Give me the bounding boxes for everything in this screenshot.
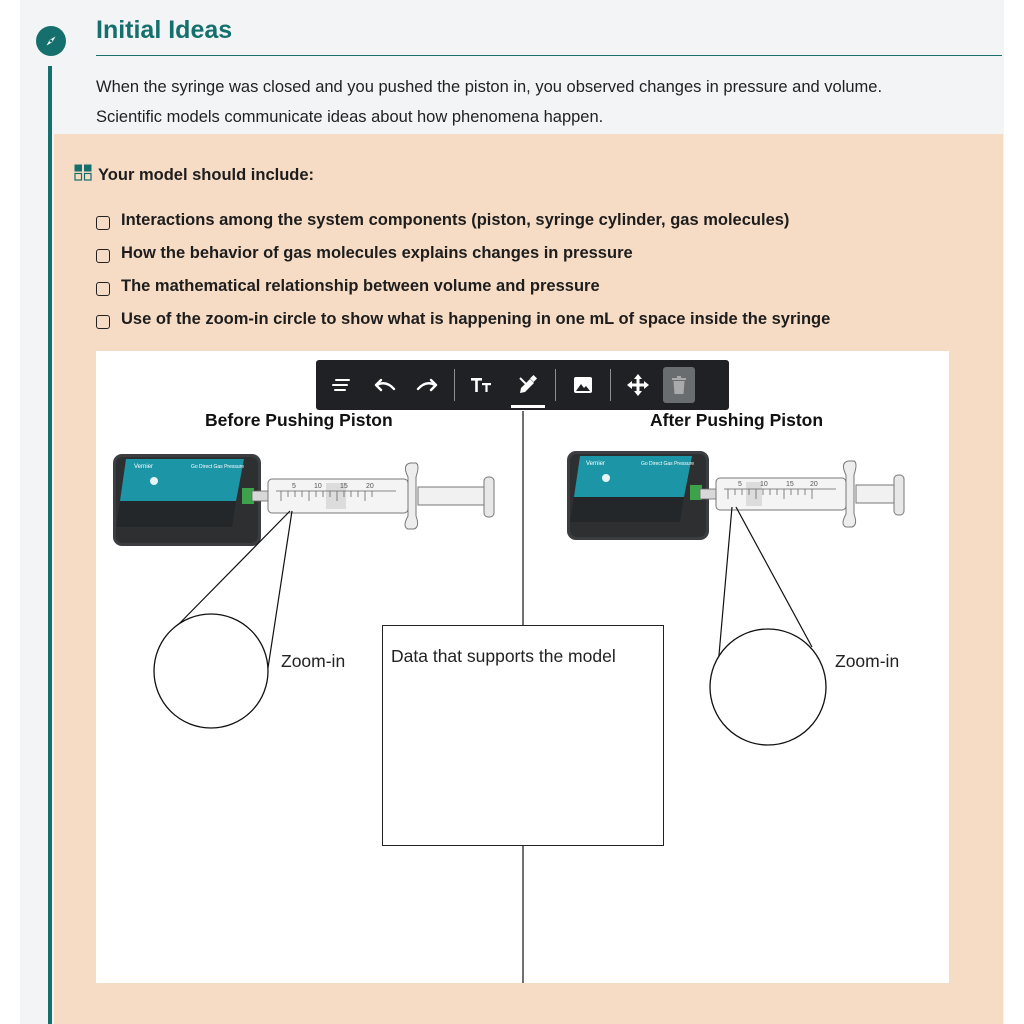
scale-tick-label: 5 (738, 481, 742, 488)
data-box[interactable] (382, 625, 664, 846)
checklist-item (96, 303, 830, 336)
checkbox[interactable] (96, 216, 110, 230)
checklist-item (96, 204, 830, 237)
toolbar-separator (555, 369, 556, 401)
intro-text (96, 72, 986, 132)
checklist-item-label: The mathematical relationship between volume and pressure (121, 277, 600, 295)
scale-tick-label: 5 (292, 483, 296, 490)
gas-pressure-sensor-right (567, 451, 709, 540)
move-icon[interactable] (619, 366, 657, 404)
checklist-item-label: Use of the zoom-in circle to show what is happening in one mL of space inside the syringe (121, 310, 831, 328)
sensor-brand-text: Vernier (586, 461, 606, 467)
checklist-item-label: How the behavior of gas molecules explains changes in pressure (121, 244, 633, 262)
draw-tool-icon[interactable] (509, 366, 547, 404)
text-tool-icon[interactable] (463, 366, 501, 404)
delete-icon[interactable] (663, 367, 695, 403)
intro-line: When the syringe was closed and you pushed the piston in, you observed changes in pressure and volume. (96, 78, 883, 96)
scale-tick-label: 20 (810, 481, 818, 488)
intro-line: Scientific models communicate ideas about how phenomena happen. (96, 108, 604, 126)
scale-tick-label: 10 (314, 483, 322, 490)
checkbox[interactable] (96, 315, 110, 329)
drawing-toolbar (316, 360, 729, 410)
checklist-heading-text: Your model should include: (98, 165, 315, 184)
sensor-brand-text: Vernier (134, 464, 154, 470)
scale-tick-label: 20 (366, 483, 374, 490)
scale-tick-label: 15 (786, 481, 794, 488)
zoom-label-left: Zoom-in (281, 651, 346, 671)
checkbox[interactable] (96, 282, 110, 296)
zoom-label-right: Zoom-in (835, 651, 900, 671)
toolbar-separator (454, 369, 455, 401)
data-box-label: Data that supports the model (391, 646, 616, 666)
sensor-model-text: Go Direct Gas Pressure (641, 461, 695, 467)
image-icon[interactable] (564, 366, 602, 404)
redo-icon[interactable] (408, 366, 446, 404)
undo-icon[interactable] (366, 366, 404, 404)
compass-icon (36, 26, 66, 56)
zoom-in-circle-right (710, 507, 826, 745)
before-label: Before Pushing Piston (205, 410, 393, 430)
basic-tools-icon[interactable] (322, 366, 360, 404)
gas-pressure-sensor-left (113, 454, 261, 546)
scale-tick-label: 15 (340, 483, 348, 490)
checkbox[interactable] (96, 249, 110, 263)
requirements-checklist (96, 204, 830, 336)
sensor-model-text: Go Direct Gas Pressure (191, 464, 245, 470)
after-label: After Pushing Piston (650, 410, 824, 430)
section-title: Initial Ideas (96, 16, 233, 44)
section-rail (48, 66, 52, 1024)
checklist-grid-icon (74, 164, 93, 186)
syringe-left (252, 463, 494, 529)
scale-tick-label: 10 (760, 481, 768, 488)
checklist-heading (74, 164, 314, 186)
checklist-item-label: Interactions among the system components (piston, syringe cylinder, gas molecules) (121, 211, 790, 229)
checklist-item (96, 237, 830, 270)
toolbar-separator (610, 369, 611, 401)
title-divider (96, 55, 1002, 56)
checklist-item (96, 270, 830, 303)
